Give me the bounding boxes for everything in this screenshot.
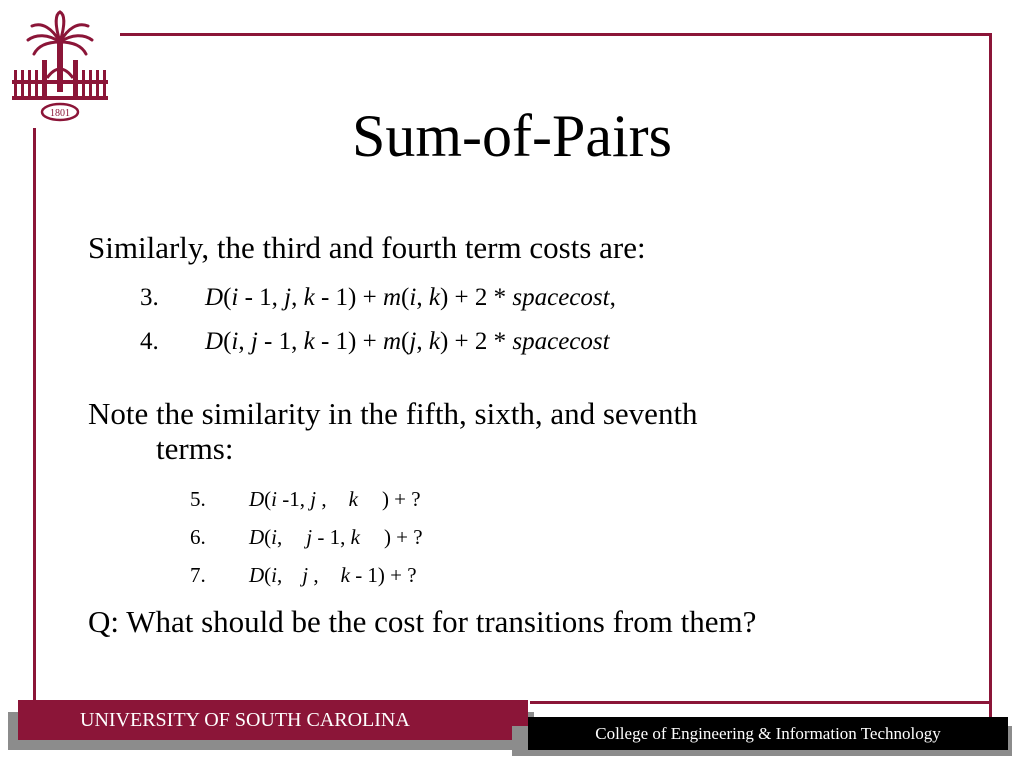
question-text: Q: What should be the cost for transitions from them?	[88, 604, 757, 639]
equation-number: 4.	[140, 328, 159, 355]
paragraph-line-2: terms:	[156, 431, 234, 466]
equation-expression: D(i, j , k - 1) + ?	[249, 563, 417, 587]
paragraph-line-1: Note the similarity in the fifth, sixth, and seventh	[88, 396, 698, 431]
equation-number: 5.	[190, 487, 206, 511]
paragraph-similarity-note	[88, 396, 698, 466]
equation-number: 3.	[140, 284, 159, 311]
slide-title: Sum-of-Pairs	[352, 103, 672, 169]
frame-top-line	[120, 33, 992, 36]
equation-number: 7.	[190, 563, 206, 587]
frame-left-line	[33, 128, 36, 703]
college-banner: College of Engineering & Information Technology	[528, 717, 1008, 750]
equation-expression: D(i -1, j , k ) + ?	[249, 487, 421, 511]
frame-bottom-line	[530, 701, 992, 704]
equation-expression: D(i - 1, j, k - 1) + m(i, k) + 2 * spacecost,	[205, 284, 616, 311]
paragraph-third-fourth-terms: Similarly, the third and fourth term costs are:	[88, 230, 646, 265]
equation-expression: D(i, j - 1, k - 1) + m(j, k) + 2 * spacecost	[205, 328, 610, 355]
logo-year-text: 1801	[50, 108, 70, 119]
equation-expression: D(i, j - 1, k ) + ?	[249, 525, 423, 549]
university-banner: UNIVERSITY OF SOUTH CAROLINA	[18, 700, 528, 740]
equation-number: 6.	[190, 525, 206, 549]
